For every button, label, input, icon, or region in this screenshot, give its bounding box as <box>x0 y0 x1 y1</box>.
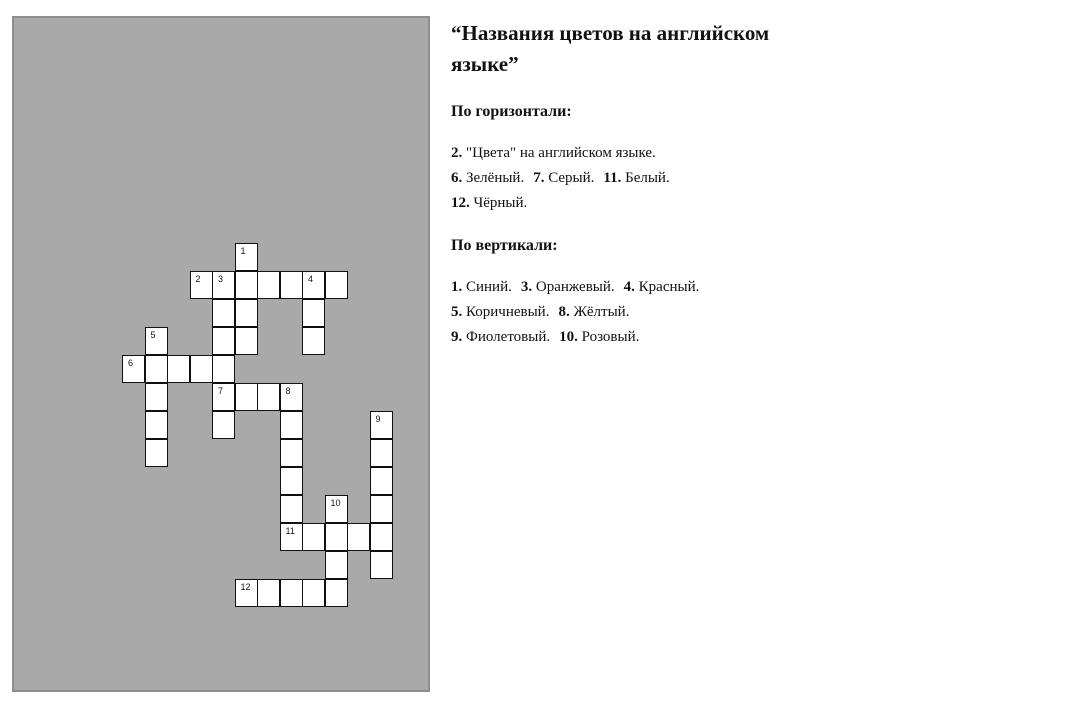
clue-number: 7. <box>533 170 545 186</box>
cell-number: 4 <box>308 274 314 284</box>
crossword-cell[interactable] <box>212 299 235 327</box>
crossword-cell[interactable] <box>280 579 303 607</box>
down-clues <box>451 275 1051 350</box>
crossword-cell[interactable] <box>302 523 325 551</box>
clue-number: 10. <box>559 329 578 345</box>
clue-number: 3. <box>520 279 533 295</box>
crossword-cell[interactable] <box>302 327 325 355</box>
crossword-cell[interactable] <box>235 579 258 607</box>
crossword-cell[interactable] <box>370 551 393 579</box>
crossword-cell[interactable] <box>347 523 370 551</box>
crossword-cell[interactable] <box>145 355 168 383</box>
crossword-cell[interactable] <box>190 355 213 383</box>
clue <box>451 304 549 320</box>
crossword-cell[interactable] <box>235 243 258 271</box>
clue-line <box>451 325 1051 350</box>
page-title: “Названия цветов на английском языке” <box>451 21 770 76</box>
cell-number: 6 <box>128 358 134 368</box>
clue <box>559 329 639 345</box>
crossword-cell[interactable] <box>302 299 325 327</box>
crossword-cell[interactable] <box>280 523 303 551</box>
cell-number: 10 <box>330 498 341 508</box>
cell-number: 7 <box>218 386 224 396</box>
cell-number: 12 <box>240 582 251 592</box>
crossword-cell[interactable] <box>145 383 168 411</box>
clue-line <box>451 300 1051 325</box>
clues-panel <box>451 18 1051 370</box>
crossword-cell[interactable] <box>212 383 235 411</box>
crossword-cell[interactable] <box>280 383 303 411</box>
clue-text: Зелёный. <box>466 170 525 186</box>
cell-number: 5 <box>150 330 156 340</box>
clue-number: 2. <box>451 145 463 161</box>
cell-number: 3 <box>218 274 224 284</box>
clue <box>558 304 629 320</box>
clue-number: 5. <box>451 304 463 320</box>
crossword-cell[interactable] <box>145 327 168 355</box>
crossword-cell[interactable] <box>280 271 303 299</box>
crossword-cell[interactable] <box>257 271 280 299</box>
crossword-cell[interactable] <box>167 355 190 383</box>
clue <box>521 279 615 295</box>
crossword-cell[interactable] <box>325 551 348 579</box>
crossword-cell[interactable] <box>370 411 393 439</box>
clue-text: Синий. <box>466 279 512 295</box>
clue <box>451 195 527 211</box>
crossword-cell[interactable] <box>325 579 348 607</box>
clue-text: Жёлтый. <box>573 304 630 320</box>
clue-text: Белый. <box>625 170 670 186</box>
cell-number: 8 <box>285 386 291 396</box>
clue <box>451 145 656 161</box>
crossword-cell[interactable] <box>190 271 213 299</box>
clue-number: 9. <box>451 329 463 345</box>
crossword-cell[interactable] <box>212 271 235 299</box>
crossword-cell[interactable] <box>302 271 325 299</box>
cell-number: 2 <box>195 274 201 284</box>
crossword-cell[interactable] <box>370 495 393 523</box>
clue-text: Серый. <box>548 170 595 186</box>
across-heading: По горизонтали: <box>451 103 572 120</box>
clue-number: 8. <box>558 304 570 320</box>
clue <box>451 170 524 186</box>
clue-number: 12. <box>451 195 470 211</box>
cell-number: 9 <box>375 414 381 424</box>
crossword-cell[interactable] <box>145 439 168 467</box>
across-clues <box>451 141 1051 216</box>
clue-number: 4. <box>623 279 635 295</box>
clue-text: Фиолетовый. <box>466 329 551 345</box>
crossword-cell[interactable] <box>212 327 235 355</box>
crossword-board <box>12 16 430 692</box>
cell-number: 11 <box>285 526 295 536</box>
clue-number: 1. <box>451 279 463 295</box>
crossword-cell[interactable] <box>302 579 325 607</box>
crossword-cell[interactable] <box>235 299 258 327</box>
crossword-cell[interactable] <box>280 411 303 439</box>
down-heading: По вертикали: <box>451 237 558 254</box>
clue <box>451 329 550 345</box>
crossword-cell[interactable] <box>235 271 258 299</box>
crossword-cell[interactable] <box>145 411 168 439</box>
crossword-cell[interactable] <box>280 495 303 523</box>
clue-number: 11. <box>603 170 622 186</box>
clue-text: Оранжевый. <box>535 279 615 295</box>
clue-text: Чёрный. <box>473 195 528 211</box>
crossword-cell[interactable] <box>370 523 393 551</box>
clue-line <box>451 141 1051 166</box>
clue <box>624 279 700 295</box>
crossword-cell[interactable] <box>280 439 303 467</box>
crossword-cell[interactable] <box>212 355 235 383</box>
clue-line <box>451 275 1051 300</box>
clue <box>603 170 669 186</box>
cell-number: 1 <box>240 246 246 256</box>
crossword-cell[interactable] <box>325 523 348 551</box>
crossword-cell[interactable] <box>325 271 348 299</box>
clue-line <box>451 191 1051 216</box>
clue <box>533 170 594 186</box>
clue-number: 6. <box>451 170 463 186</box>
clue-text: Розовый. <box>581 329 640 345</box>
crossword-cell[interactable] <box>280 467 303 495</box>
crossword-cell[interactable] <box>370 439 393 467</box>
crossword-cell[interactable] <box>122 355 145 383</box>
clue <box>451 279 512 295</box>
clue-text: Красный. <box>638 279 700 295</box>
clue-line <box>451 166 1051 191</box>
crossword-cell[interactable] <box>235 327 258 355</box>
crossword-cell[interactable] <box>325 495 348 523</box>
clue-text: Коричневый. <box>466 304 550 320</box>
crossword-cell[interactable] <box>235 383 258 411</box>
clue-text: "Цвета" на английском языке. <box>466 145 656 161</box>
crossword-cell[interactable] <box>212 411 235 439</box>
crossword-cell[interactable] <box>257 579 280 607</box>
crossword-cell[interactable] <box>257 383 280 411</box>
crossword-cell[interactable] <box>370 467 393 495</box>
